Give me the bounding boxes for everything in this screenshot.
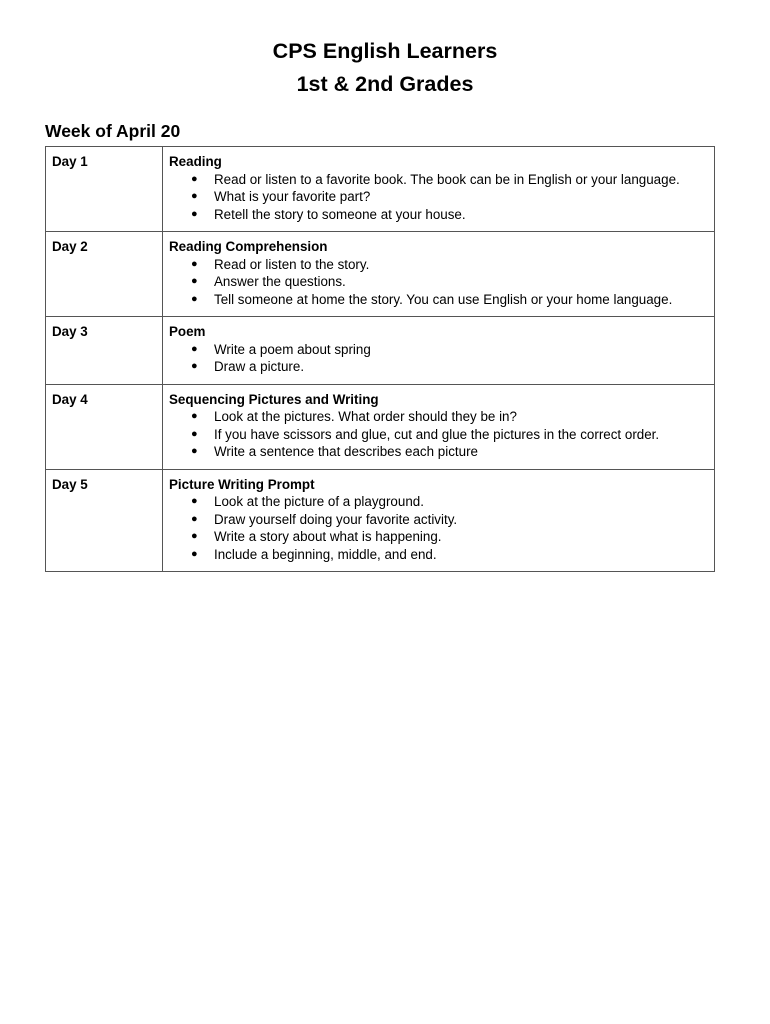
day-cell: Day 2: [46, 232, 163, 317]
day-cell: Day 3: [46, 317, 163, 385]
list-item: ● What is your favorite part?: [169, 188, 708, 206]
task-list: [169, 408, 708, 461]
list-item: ● Look at the picture of a playground.: [169, 493, 708, 511]
list-item: ● Read or listen to a favorite book. The book can be in English or your language.: [169, 171, 708, 189]
activity-title: Poem: [169, 324, 206, 339]
document-subtitle: 1st & 2nd Grades: [296, 72, 474, 96]
task-list: [169, 256, 708, 309]
activity-title: Reading Comprehension: [169, 239, 328, 254]
list-item: ● Look at the pictures. What order should they be in?: [169, 408, 708, 426]
task-list: [169, 171, 708, 224]
day-cell: Day 1: [46, 147, 163, 232]
list-item: ● Retell the story to someone at your house.: [169, 206, 708, 224]
schedule-table: [45, 146, 715, 572]
day-cell: Day 4: [46, 384, 163, 469]
task-list: [169, 341, 708, 376]
list-item: ● Tell someone at home the story. You can use English or your home language.: [169, 291, 708, 309]
table-row: [46, 317, 715, 385]
day-cell: Day 5: [46, 469, 163, 572]
activity-cell: [163, 384, 715, 469]
list-item: ● Draw a picture.: [169, 358, 708, 376]
table-row: [46, 384, 715, 469]
activity-cell: [163, 147, 715, 232]
list-item: ● Draw yourself doing your favorite activity.: [169, 511, 708, 529]
week-heading: Week of April 20: [45, 121, 181, 141]
table-row: [46, 147, 715, 232]
task-list: [169, 493, 708, 563]
activity-title: Reading: [169, 154, 222, 169]
document-title: CPS English Learners: [272, 39, 498, 63]
table-row: [46, 232, 715, 317]
list-item: ● Include a beginning, middle, and end.: [169, 546, 708, 564]
activity-title: Sequencing Pictures and Writing: [169, 391, 379, 407]
activity-title: Picture Writing Prompt: [169, 476, 315, 492]
list-item: ● Read or listen to the story.: [169, 256, 708, 274]
list-item: ● Write a story about what is happening.: [169, 528, 708, 546]
list-item: ● If you have scissors and glue, cut and glue the pictures in the correct order.: [169, 426, 708, 444]
activity-cell: [163, 469, 715, 572]
activity-cell: [163, 317, 715, 385]
list-item: ● Write a sentence that describes each picture: [169, 443, 708, 461]
list-item: ● Answer the questions.: [169, 273, 708, 291]
activity-cell: [163, 232, 715, 317]
list-item: ● Write a poem about spring: [169, 341, 708, 359]
table-row: [46, 469, 715, 572]
